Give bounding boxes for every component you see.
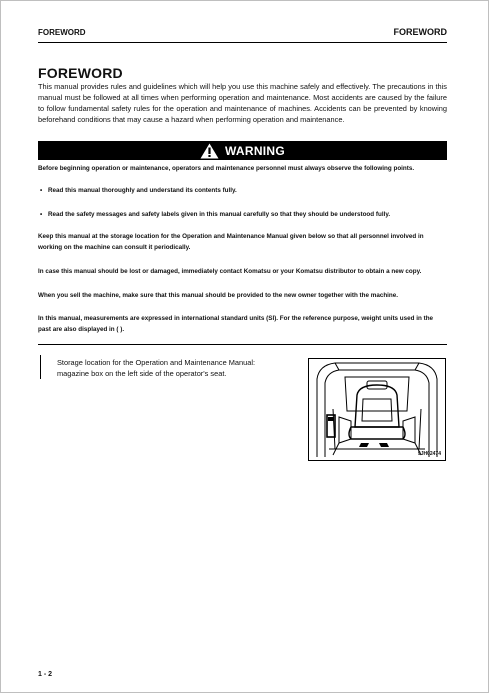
page-number: 1 - 2	[38, 671, 53, 678]
bullet-item-2	[40, 209, 445, 220]
bullet-item-1	[40, 185, 445, 196]
before-paragraph: Before beginning operation or maintenance, operators and maintenance personnel must always observe the following points.	[38, 165, 415, 172]
page-title: FOREWORD	[38, 65, 123, 81]
keep-paragraph: Keep this manual at the storage location for the Operation and Maintenance Manual given below so that all personnel involved in working on the machine can consult it periodically.	[38, 233, 424, 251]
intro-paragraph: This manual provides rules and guidelines which will help you use this machine safely and effectively. The precautions in this manual must be followed at all times when performing operation and maintenance. Most accidents are caused by the failure to follow fundamental safety rules for the operation and maintenance of machines. Accidents can be prevented by knowing beforehand conditions that may cause a hazard when performing operation and maintenance.	[38, 82, 447, 124]
storage-location-text: Storage location for the Operation and Maintenance Manual: magazine box on the left side of the operator's seat.	[57, 358, 256, 378]
warning-label: WARNING	[224, 143, 286, 158]
header-left-title: FOREWORD	[38, 28, 86, 37]
illustration-code: 9JH02474	[417, 451, 441, 457]
header-right-title: FOREWORD	[393, 27, 447, 37]
operator-seat-drawing	[309, 359, 445, 460]
running-header	[38, 28, 447, 43]
bullet-symbol: •	[40, 187, 43, 194]
bullet-symbol: •	[40, 211, 43, 218]
bullet-text: Read this manual thoroughly and understand its contents fully.	[48, 187, 237, 194]
note-marker-line	[40, 355, 41, 379]
warning-triangle-icon	[200, 143, 219, 159]
bullet-text: Read the safety messages and safety labels given in this manual carefully so that they should be understood fully.	[48, 211, 391, 218]
warning-banner	[38, 141, 447, 160]
units-paragraph: In this manual, measurements are expressed in international standard units (SI). For the reference purpose, weight units used in the past are also displayed in ( ).	[38, 315, 434, 333]
cab-illustration	[308, 358, 446, 461]
sell-paragraph: When you sell the machine, make sure that this manual should be provided to the new owner together with the machine.	[38, 292, 399, 299]
lost-paragraph: In case this manual should be lost or damaged, immediately contact Komatsu or your Komatsu distributor to obtain a new copy.	[38, 268, 422, 275]
section-divider	[38, 344, 447, 345]
